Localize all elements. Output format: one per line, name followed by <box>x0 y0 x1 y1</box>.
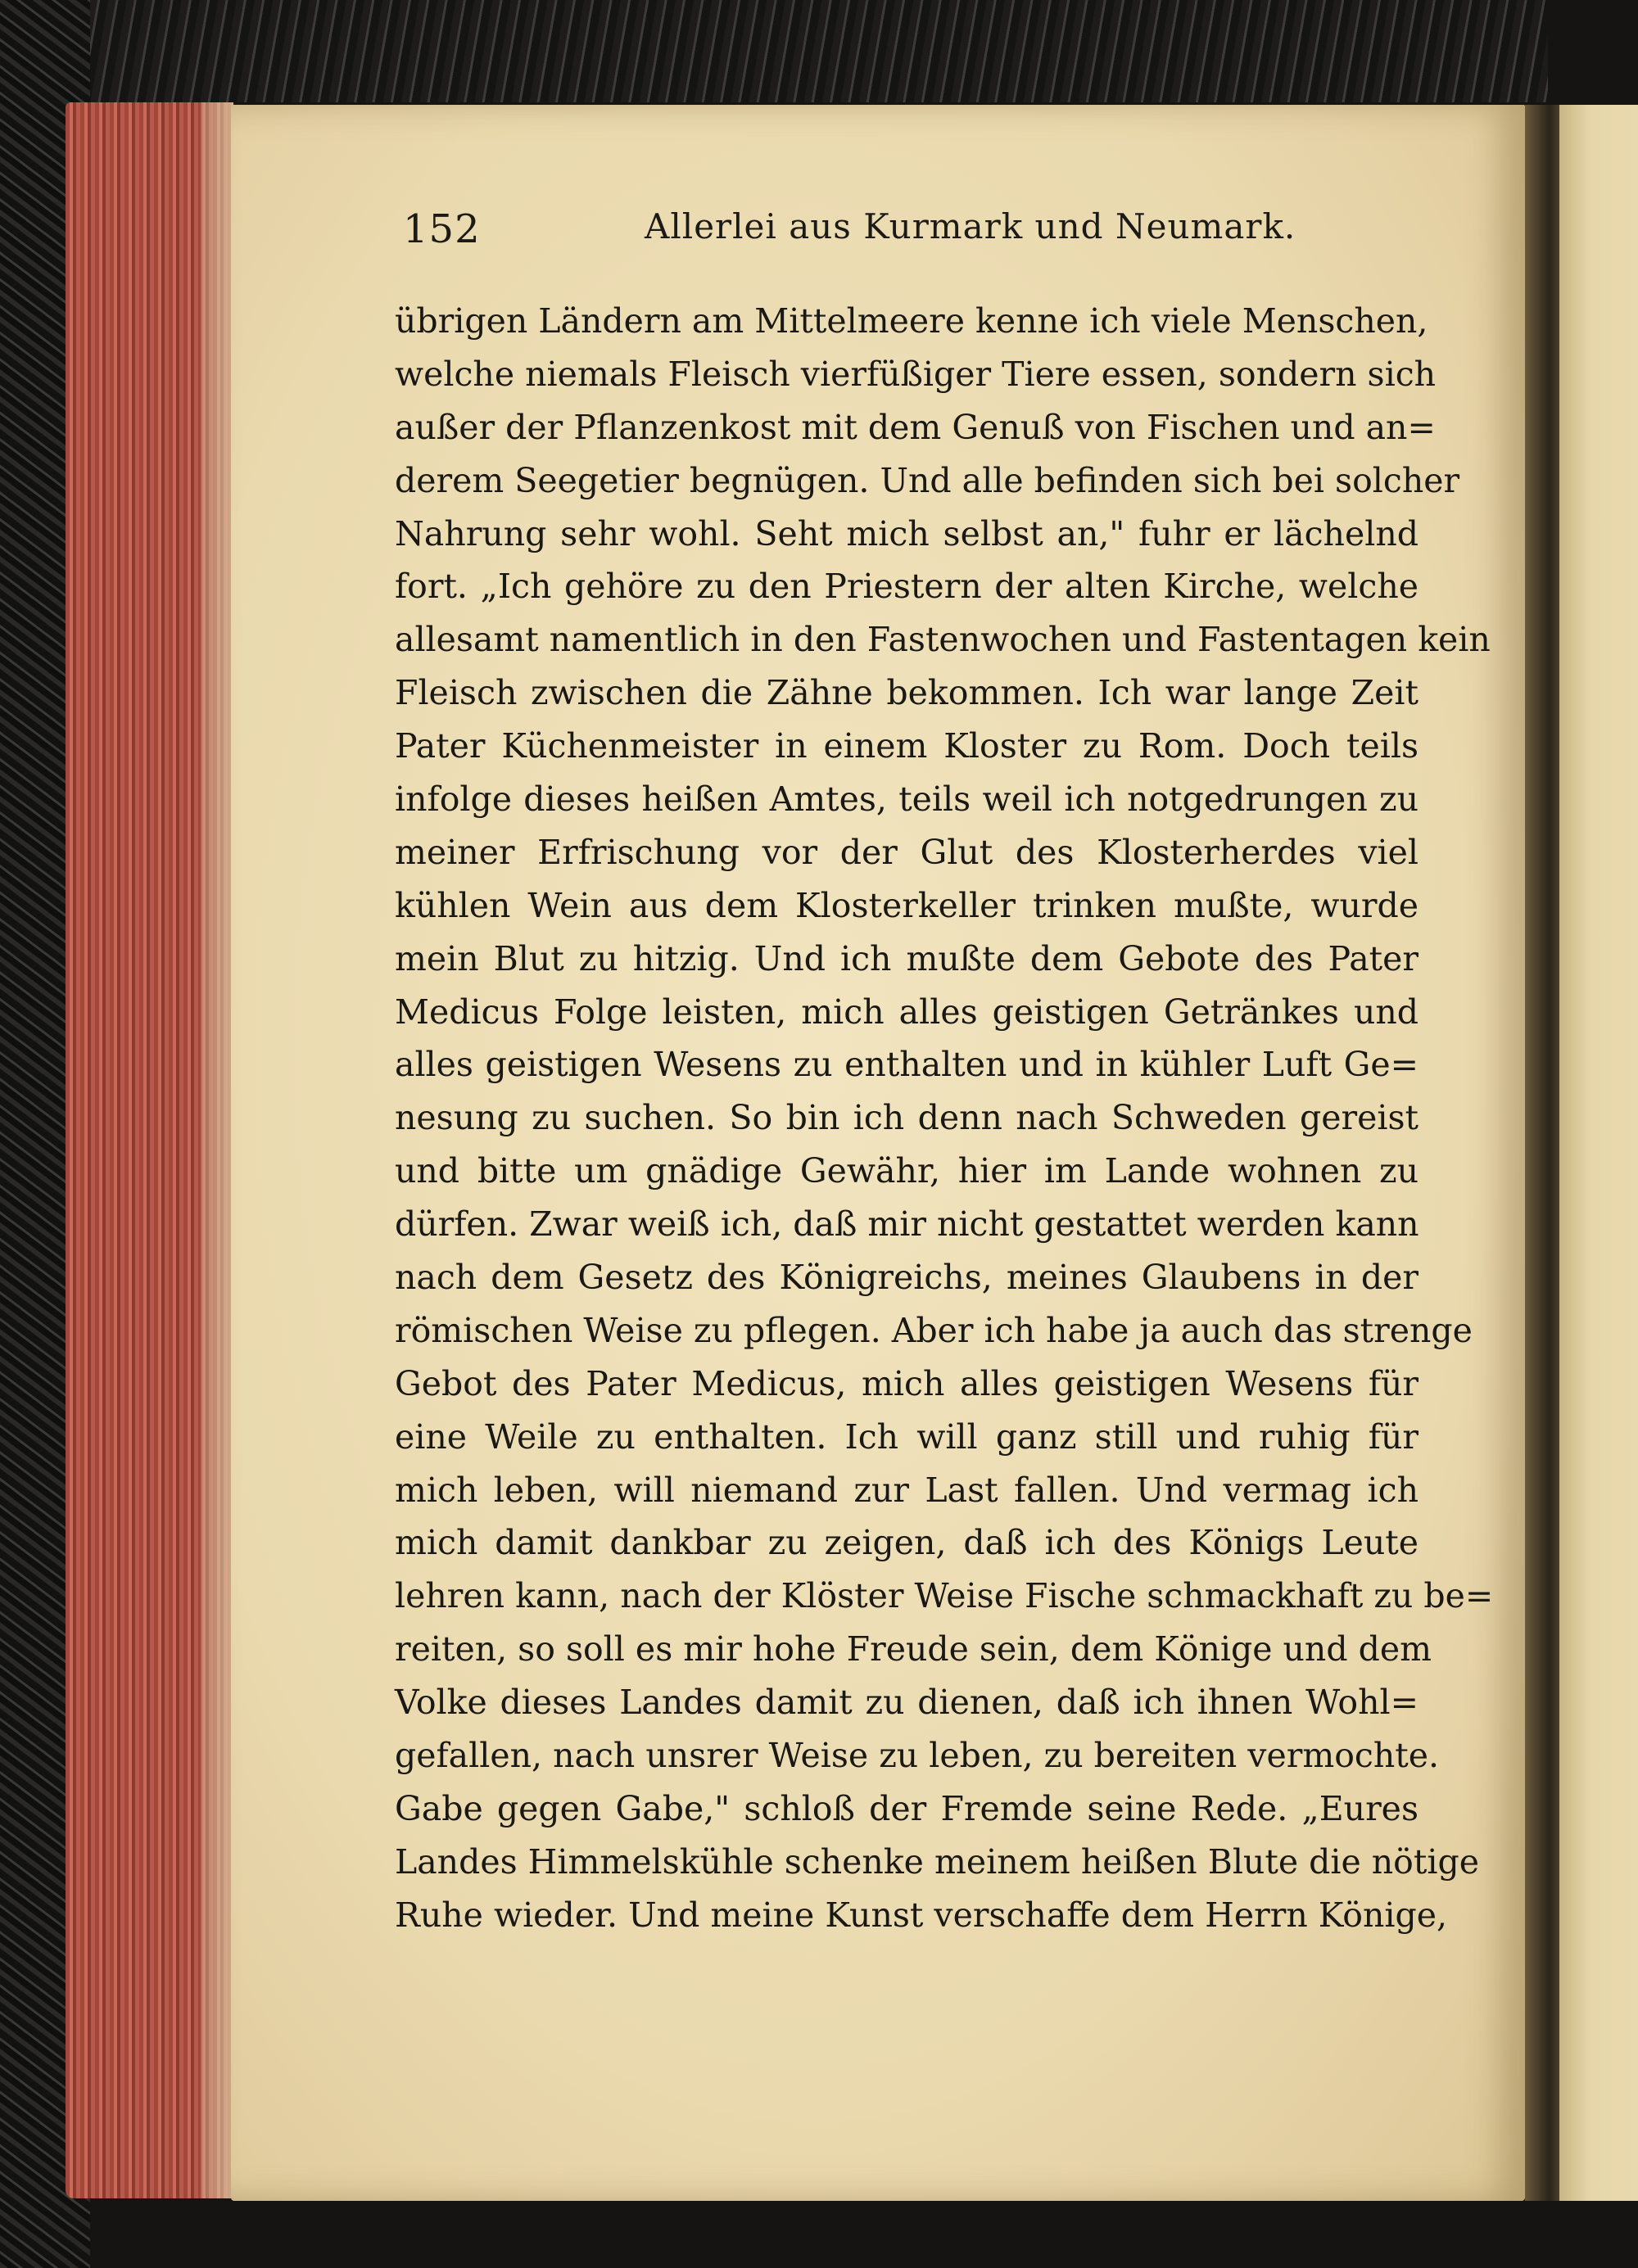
text-line: dürfen. Zwar weiß ich, daß mir nicht gestattet werden kann <box>395 1204 1419 1245</box>
text-line: nesung zu suchen. So bin ich denn nach Schweden gereist <box>395 1098 1419 1138</box>
text-line: römischen Weise zu pflegen. Aber ich habe ja auch das strenge <box>395 1310 1473 1350</box>
text-line: Nahrung sehr wohl. Seht mich selbst an," fuhr er lächelnd <box>395 513 1419 553</box>
text-line: außer der Pflanzenkost mit dem Genuß von Fischen und an= <box>395 407 1436 447</box>
text-line: Medicus Folge leisten, mich alles geistigen Getränkes und <box>395 992 1419 1032</box>
text-line: infolge dieses heißen Amtes, teils weil ich notgedrungen zu <box>395 779 1419 820</box>
page-edges <box>66 102 233 2198</box>
text-line: nach dem Gesetz des Königreichs, meines Glaubens in der <box>395 1258 1419 1298</box>
text-line: welche niemals Fleisch vierfüßiger Tiere essen, sondern sich <box>395 354 1437 394</box>
text-line: fort. „Ich gehöre zu den Priestern der alten Kirche, welche <box>395 567 1419 607</box>
text-line: Gabe gegen Gabe," schloß der Fremde seine Rede. „Eures <box>395 1788 1419 1828</box>
text-line: Volke dieses Landes damit zu dienen, daß ich ihnen Wohl= <box>395 1683 1419 1723</box>
text-line: allesamt namentlich in den Fastenwochen und Fastentagen kein <box>395 620 1491 660</box>
text-line: Pater Küchenmeister in einem Kloster zu Rom. Doch teils <box>395 726 1419 766</box>
text-line: Fleisch zwischen die Zähne bekommen. Ich war lange Zeit <box>395 673 1419 713</box>
running-head: Allerlei aus Kurmark und Neumark. <box>645 206 1296 246</box>
text-line: mein Blut zu hitzig. Und ich mußte dem Gebote des Pater <box>395 938 1419 978</box>
book-page <box>231 105 1525 2201</box>
facing-page-edge <box>1559 105 1638 2201</box>
text-line: reiten, so soll es mir hohe Freude sein, dem Könige und dem <box>395 1629 1432 1669</box>
text-line: gefallen, nach unsrer Weise zu leben, zu bereiten vermochte. <box>395 1736 1440 1776</box>
text-line: mich leben, will niemand zur Last fallen. Und vermag ich <box>395 1470 1419 1510</box>
text-line: übrigen Ländern am Mittelmeere kenne ich viele Menschen, <box>395 301 1428 341</box>
text-line: Ruhe wieder. Und meine Kunst verschaffe dem Herrn Könige, <box>395 1895 1448 1935</box>
body-text <box>395 295 1494 1942</box>
text-line: eine Weile zu enthalten. Ich will ganz still und ruhig für <box>395 1416 1419 1457</box>
text-line: mich damit dankbar zu zeigen, daß ich des Königs Leute <box>395 1523 1419 1563</box>
text-line: derem Seegetier begnügen. Und alle befinden sich bei solcher <box>395 460 1460 500</box>
book-gutter <box>1525 105 1559 2201</box>
text-line: lehren kann, nach der Klöster Weise Fische schmackhaft zu be= <box>395 1576 1494 1616</box>
page-number: 152 <box>403 206 481 252</box>
book-cover-top <box>90 0 1548 102</box>
text-line: Gebot des Pater Medicus, mich alles geistigen Wesens für <box>395 1363 1419 1403</box>
text-line: Landes Himmelskühle schenke meinem heißen Blute die nötige <box>395 1841 1479 1882</box>
text-line: alles geistigen Wesens zu enthalten und in kühler Luft Ge= <box>395 1045 1419 1085</box>
text-line: und bitte um gnädige Gewähr, hier im Lande wohnen zu <box>395 1151 1419 1191</box>
text-line: meiner Erfrischung vor der Glut des Klosterherdes viel <box>395 832 1419 872</box>
text-line: kühlen Wein aus dem Klosterkeller trinken mußte, wurde <box>395 885 1419 925</box>
